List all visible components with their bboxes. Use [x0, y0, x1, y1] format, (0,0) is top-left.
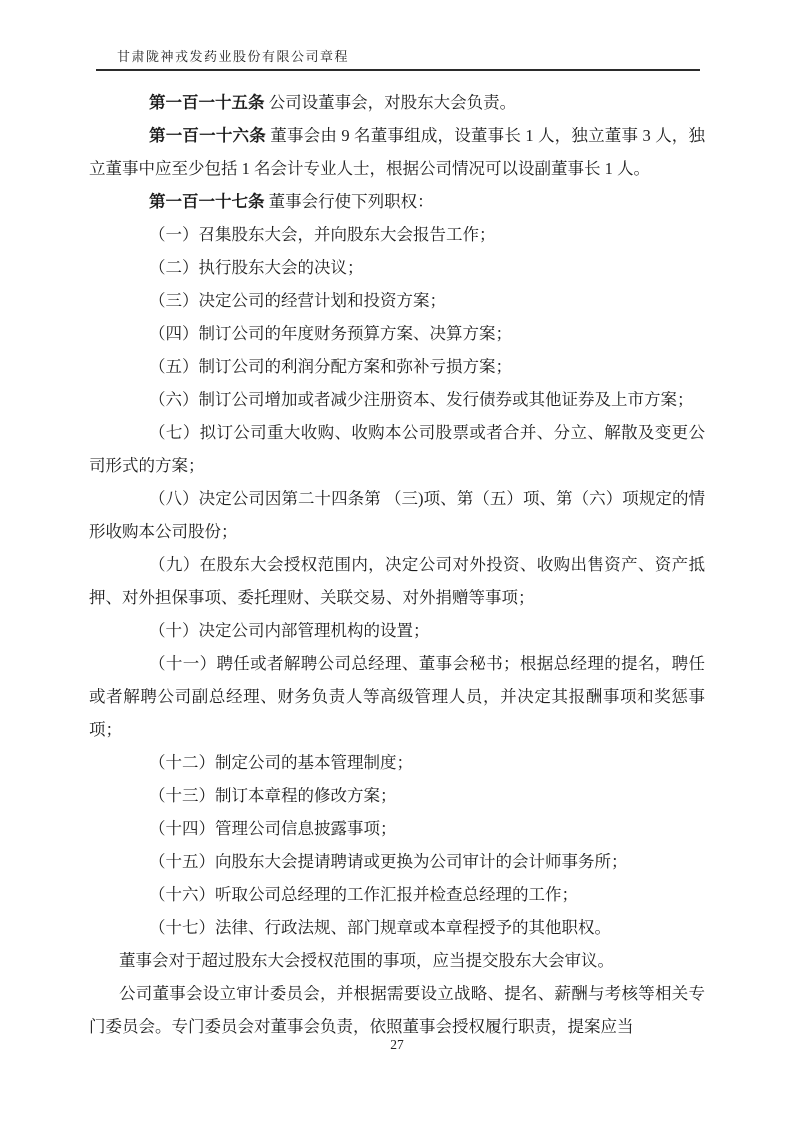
- paragraph: [89, 746, 705, 779]
- paragraph-text: （六）制订公司增加或者减少注册资本、发行债券或其他证券及上市方案；: [149, 390, 694, 409]
- paragraph: [89, 647, 705, 746]
- paragraph-text: （二）执行股东大会的决议；: [149, 258, 364, 277]
- paragraph-text: （八）决定公司因第二十四条第 （三)项、第（五）项、第（六）项规定的情形收购本公司股份；: [89, 489, 705, 541]
- paragraph-text: （九）在股东大会授权范围内，决定公司对外投资、收购出售资产、资产抵押、对外担保事项、委托理财、关联交易、对外捐赠等事项；: [89, 555, 705, 607]
- page-header: [96, 46, 700, 71]
- paragraph-text: 董事会由 9 名董事组成，设董事长 1 人，独立董事 3 人，独立董事中应至少包括 1 名会计专业人士，根据公司情况可以设副董事长 1 人。: [89, 126, 706, 178]
- paragraph-text: （四）制订公司的年度财务预算方案、决算方案；: [149, 324, 512, 343]
- paragraph: [89, 251, 705, 284]
- paragraph-text: （十四）管理公司信息披露事项；: [149, 819, 397, 838]
- paragraph: [89, 284, 705, 317]
- paragraph: [89, 878, 705, 911]
- paragraph-text: （一）召集股东大会，并向股东大会报告工作；: [149, 225, 496, 244]
- paragraph-text: （十一）聘任或者解聘公司总经理、董事会秘书；根据总经理的提名，聘任或者解聘公司副总经理、财务负责人等高级管理人员，并决定其报酬事项和奖惩事项；: [89, 654, 705, 739]
- paragraph-text: （十六）听取公司总经理的工作汇报并检查总经理的工作；: [149, 885, 578, 904]
- paragraph: [89, 383, 705, 416]
- paragraph: [89, 482, 705, 548]
- page-number: 27: [390, 1037, 404, 1052]
- article-number-label: 第一百一十五条: [149, 93, 265, 112]
- paragraph-text: 公司董事会设立审计委员会，并根据需要设立战略、提名、薪酬与考核等相关专门委员会。专门委员会对董事会负责，依照董事会授权履行职责，提案应当: [89, 984, 705, 1036]
- paragraph-text: （十）决定公司内部管理机构的设置；: [149, 621, 430, 640]
- paragraph-text: （十二）制定公司的基本管理制度；: [149, 753, 413, 772]
- paragraph: [89, 812, 705, 845]
- paragraph: [89, 944, 705, 977]
- paragraph: [89, 845, 705, 878]
- paragraph: [89, 911, 705, 944]
- paragraph: [89, 548, 705, 614]
- paragraph: [89, 86, 705, 119]
- paragraph: [89, 977, 705, 1043]
- paragraph-text: 公司设董事会，对股东大会负责。: [264, 93, 517, 112]
- paragraph: [89, 779, 705, 812]
- paragraph-text: （十三）制订本章程的修改方案；: [149, 786, 397, 805]
- paragraph: [89, 218, 705, 251]
- paragraph-text: 董事会对于超过股东大会授权范围的事项，应当提交股东大会审议。: [119, 951, 614, 970]
- paragraph: [89, 119, 705, 185]
- paragraph: [89, 350, 705, 383]
- paragraph: [89, 416, 705, 482]
- paragraph-text: （五）制订公司的利润分配方案和弥补亏损方案；: [149, 357, 512, 376]
- paragraph-text: （十五）向股东大会提请聘请或更换为公司审计的会计师事务所；: [149, 852, 628, 871]
- paragraph: [89, 317, 705, 350]
- paragraph-text: （七）拟订公司重大收购、收购本公司股票或者合并、分立、解散及变更公司形式的方案；: [89, 423, 705, 475]
- document-body: [89, 86, 705, 1043]
- paragraph: [89, 185, 705, 218]
- paragraph-text: 董事会行使下列职权：: [264, 192, 434, 211]
- header-title: 甘肃陇神戎发药业股份有限公司章程: [117, 49, 350, 64]
- article-number-label: 第一百一十七条: [149, 192, 265, 211]
- paragraph-text: （三）决定公司的经营计划和投资方案；: [149, 291, 446, 310]
- paragraph-text: （十七）法律、行政法规、部门规章或本章程授予的其他职权。: [149, 918, 611, 937]
- article-number-label: 第一百一十六条: [149, 126, 266, 145]
- paragraph: [89, 614, 705, 647]
